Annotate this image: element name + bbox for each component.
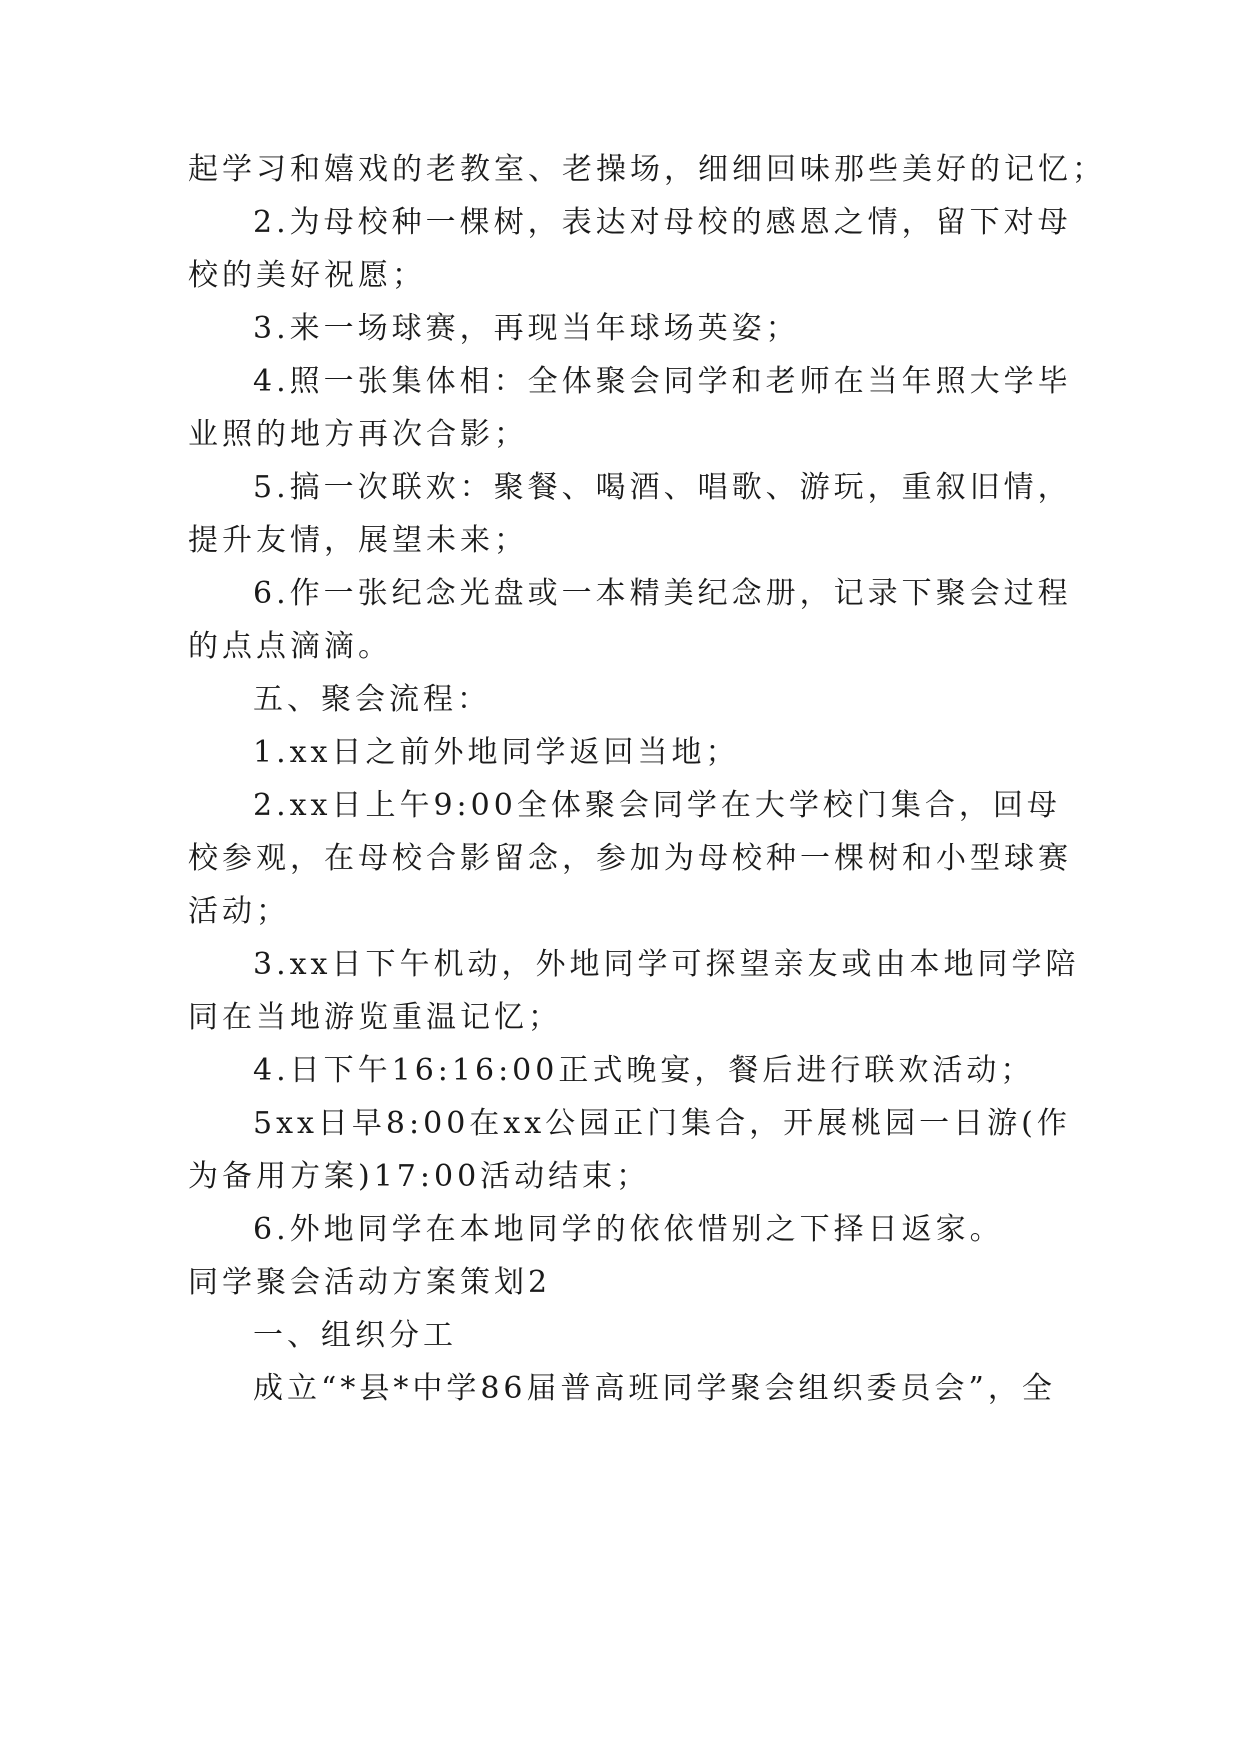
paragraph-line: 的点点滴滴。: [188, 629, 392, 664]
paragraph-line: 校的美好祝愿；: [188, 258, 426, 293]
paragraph-line: 提升友情，展望未来；: [188, 523, 528, 558]
paragraph-line: 1.xx日之前外地同学返回当地；: [253, 735, 740, 770]
section-heading: 五、聚会流程：: [253, 682, 491, 717]
paragraph-line: 6.外地同学在本地同学的依依惜别之下择日返家。: [253, 1212, 1004, 1247]
paragraph-line: 3.来一场球赛，再现当年球场英姿；: [253, 311, 800, 346]
paragraph-line: 6.作一张纪念光盘或一本精美纪念册，记录下聚会过程: [253, 576, 1072, 611]
paragraph-line: 2.xx日上午9:00全体聚会同学在大学校门集合，回母: [253, 788, 1061, 823]
paragraph-line: 起学习和嬉戏的老教室、老操场，细细回味那些美好的记忆；: [188, 152, 1106, 187]
paragraph-line: 业照的地方再次合影；: [188, 417, 528, 452]
paragraph-line: 4.照一张集体相：全体聚会同学和老师在当年照大学毕: [253, 364, 1072, 399]
paragraph-line: 2.为母校种一棵树，表达对母校的感恩之情，留下对母: [253, 205, 1072, 240]
paragraph-line: 为备用方案)17:00活动结束；: [188, 1159, 651, 1194]
paragraph-line: 4.日下午16:16:00正式晚宴，餐后进行联欢活动；: [253, 1053, 1035, 1088]
paragraph-line: 同在当地游览重温记忆；: [188, 1000, 562, 1035]
section-heading: 一、组织分工: [253, 1318, 457, 1353]
paragraph-line: 5.搞一次联欢：聚餐、喝酒、唱歌、游玩，重叙旧情，: [253, 470, 1072, 505]
paragraph-line: 5xx日早8:00在xx公园正门集合，开展桃园一日游(作: [253, 1106, 1071, 1141]
paragraph-line: 校参观，在母校合影留念，参加为母校种一棵树和小型球赛: [188, 841, 1072, 876]
paragraph-line: 3.xx日下午机动，外地同学可探望亲友或由本地同学陪: [253, 947, 1080, 982]
paragraph-line: 活动；: [188, 894, 290, 929]
paragraph-line: 成立“*县*中学86届普高班同学聚会组织委员会”，全: [253, 1371, 1056, 1406]
document-title: 同学聚会活动方案策划2: [188, 1265, 552, 1300]
